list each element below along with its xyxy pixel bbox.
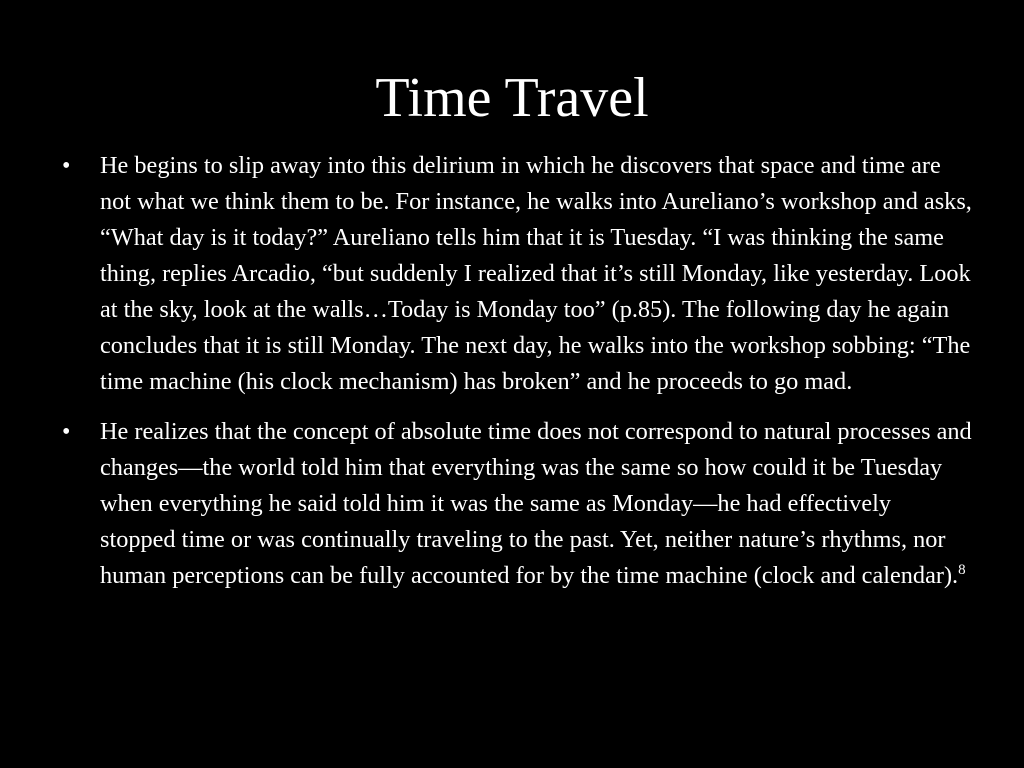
bullet-item-1 (62, 148, 972, 400)
bullet-text-2: He realizes that the concept of absolute time does not correspond to natural processes and changes—the world told him that everything was the same so how could it be Tuesday when everything he said told him it was the same as Monday—he had effectively stopped time or was continually traveling to the past. Yet, neither nature’s rhythms, nor human perceptions can be fully accounted for by the time machine (clock and calendar). (100, 418, 972, 589)
bullet-item-2 (62, 414, 972, 594)
bullet-list (62, 148, 972, 608)
bullet-text-1: He begins to slip away into this delirium in which he discovers that space and time are not what we think them to be. For instance, he walks into Aureliano’s workshop and asks, “What day is it today?” Aureliano tells him that it is Tuesday. “I was thinking the same thing, replies Arcadio, “but suddenly I realized that it’s still Monday, like yesterday. Look at the sky, look at the walls…Today is Monday too” (p.85). The following day he again concludes that it is still Monday. The next day, he walks into the workshop sobbing: “The time machine (his clock mechanism) has broken” and he proceeds to go mad. (100, 152, 972, 395)
slide-title: Time Travel (375, 67, 649, 129)
bullet-icon: • (62, 153, 71, 179)
bullet-icon: • (62, 419, 71, 445)
footnote-marker: 8 (958, 562, 966, 578)
